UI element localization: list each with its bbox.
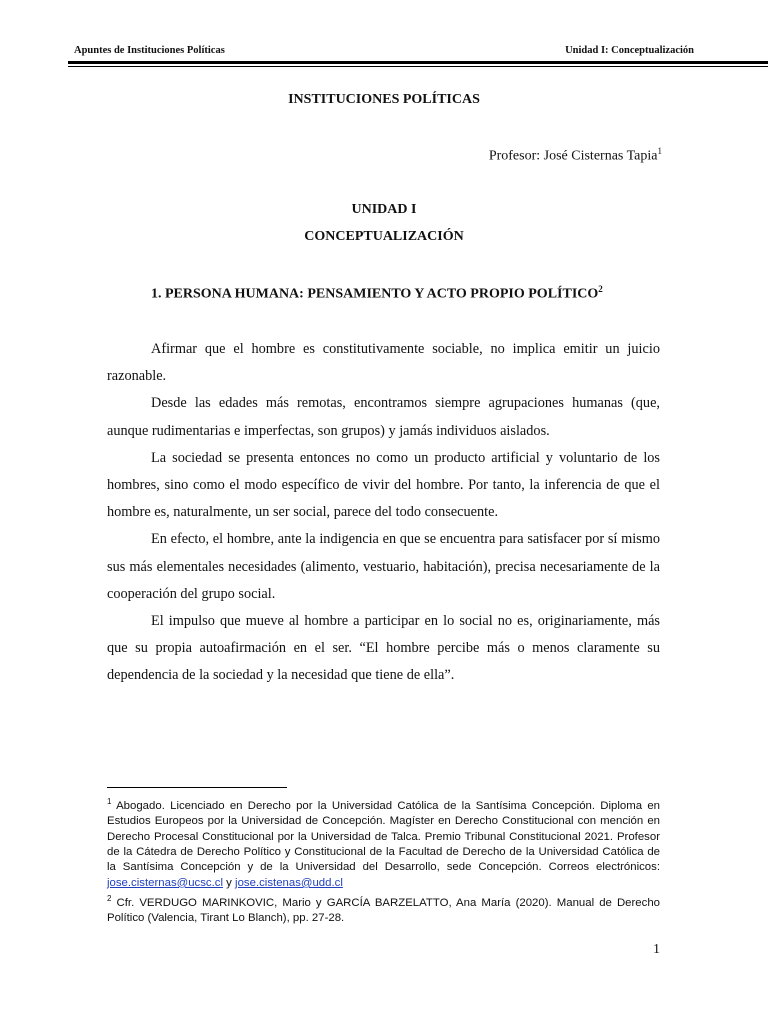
paragraph: El impulso que mueve al hombre a participar en lo social no es, originariamente, más que su propia autoafirmación en el ser. “El hombre percibe más o menos claramente su dependencia de la sociedad y la necesidad que tiene de ella”. [107,613,660,684]
footnote-ref-1[interactable]: 1 [657,146,662,156]
paragraph: En efecto, el hombre, ante la indigencia en que se encuentra para satisfacer por sí mismo sus más elementales necesidades (alimento, vestuario, habitación), precisa necesariamente de la cooperación del grupo social. [107,531,660,602]
paragraph: Desde las edades más remotas, encontramos siempre agrupaciones humanas (que, aunque rudimentarias e imperfectas, son grupos) y jamás individuos aislados. [107,395,660,439]
footnote-2 [107,891,660,927]
footnote-2-mark: 2 [107,894,112,904]
section-heading-text: 1. PERSONA HUMANA: PENSAMIENTO Y ACTO PROPIO POLÍTICO [151,286,599,302]
header-rule-thin [68,66,768,67]
document-title: INSTITUCIONES POLÍTICAS [288,92,480,107]
footnote-separator [107,787,287,788]
footnote-1 [107,794,660,891]
email-link-udd[interactable]: jose.cistenas@udd.cl [235,876,343,889]
footnote-1-connector: y [223,876,236,889]
paragraph: La sociedad se presenta entonces no como un producto artificial y voluntario de los hombres, sino como el modo específico de vivir del hombre. Por tanto, la inferencia de que el hombre es, naturalmente, un ser social, parece del todo consecuente. [107,449,660,521]
author-line [489,146,662,165]
unit-subtitle: CONCEPTUALIZACIÓN [304,229,464,244]
footnote-1-text: Abogado. Licenciado en Derecho por la Universidad Católica de la Santísima Concepción. Diploma en Estudios Europeos por la Universidad de Concepción. Magíster en Derecho Constitucional con mención en Derecho Procesal Constitucional por la Universidad de Talca. Premio Tribunal Constitucional 2021. Profesor de la Cátedra de Derecho Político y Constitucional de la Facultad de Derecho de la Universidad Católica de la Santísima Concepción y de la Universidad del Desarrollo, sede Concepción. Correos electrónicos: [107,799,660,874]
footnote-ref-2[interactable]: 2 [598,284,603,294]
unit-heading: UNIDAD I [351,202,417,217]
footnote-1-mark: 1 [107,797,112,806]
header-course-title: Apuntes de Instituciones Políticas [74,45,225,56]
header-rule-thick [68,61,768,64]
email-link-ucsc[interactable]: jose.cisternas@ucsc.cl [107,876,224,889]
footnote-2-text: Cfr. VERDUGO MARINKOVIC, Mario y GARCÍA BARZELATTO, Ana María (2020). Manual de Derecho Político (Valencia, Tirant Lo Blanch), pp. 27-28. [107,897,660,925]
section-heading [151,284,603,303]
author-name: Profesor: José Cisternas Tapia [488,148,658,164]
paragraph: Afirmar que el hombre es constitutivamente sociable, no implica emitir un juicio razonable. [107,341,660,385]
body-text [107,336,660,690]
footnotes [107,794,660,927]
header-unit-title: Unidad I: Conceptualización [565,45,694,56]
running-header [74,45,694,59]
page-number: 1 [653,942,660,957]
